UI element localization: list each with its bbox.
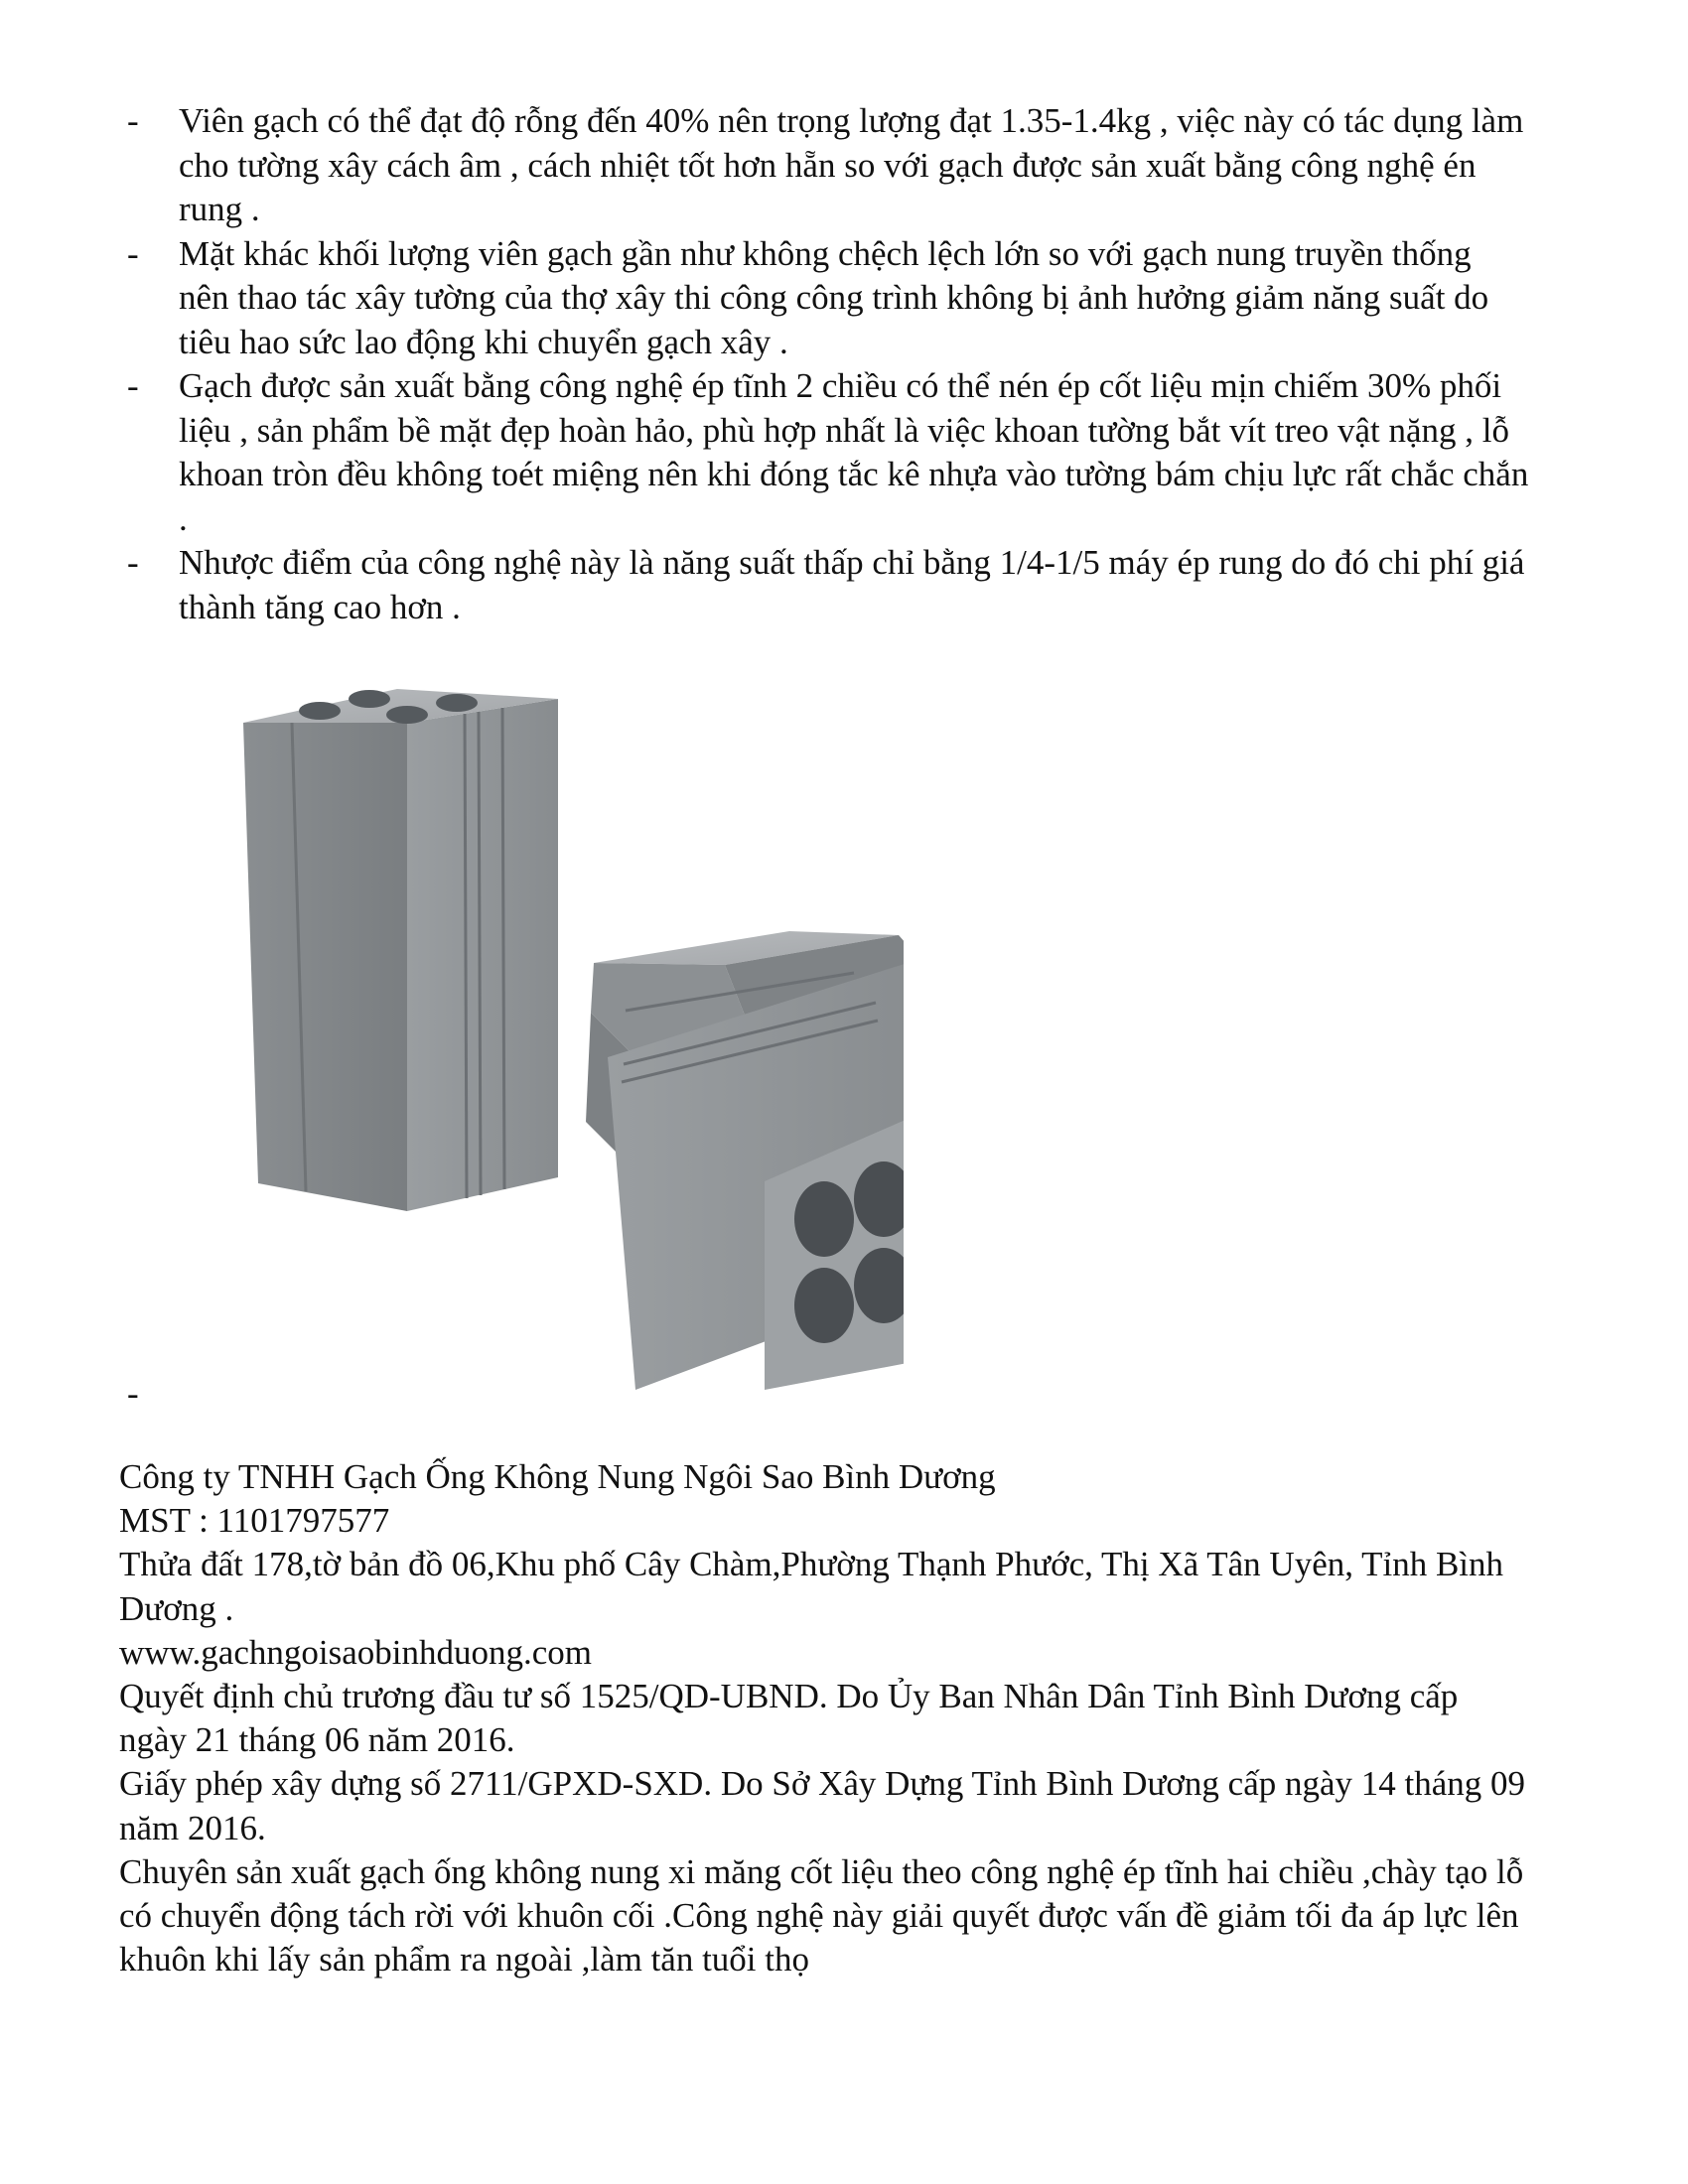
standing-brick bbox=[243, 689, 558, 1211]
feature-list bbox=[119, 99, 1529, 629]
bullet-dash: - bbox=[127, 233, 139, 273]
bullet-text: Gạch được sản xuất bằng công nghệ ép tĩnh 2 chiều có thể nén ép cốt liệu mịn chiếm 30% phối liệu , sản phẩm bề mặt đẹp hoàn hảo, phù hợp nhất là việc khoan tường bắt vít treo vật nặng , lỗ khoan tròn đều không toét miệng nên khi đóng tắc kê nhựa vào tường bám chịu lực rất chắc chắn . bbox=[179, 366, 1529, 538]
investment-decision: Quyết định chủ trương đầu tư số 1525/QD-UBND. Do Ủy Ban Nhân Dân Tỉnh Bình Dương cấp ngày 21 tháng 06 năm 2016. bbox=[119, 1677, 1459, 1760]
list-item bbox=[119, 99, 1529, 232]
company-address: Thửa đất 178,tờ bản đồ 06,Khu phố Cây Chàm,Phường Thạnh Phước, Thị Xã Tân Uyên, Tỉnh Bình Dương . bbox=[119, 1545, 1504, 1628]
list-item bbox=[119, 364, 1529, 541]
bullet-dash: - bbox=[127, 366, 139, 405]
website-link[interactable]: www.gachngoisaobinhduong.com bbox=[119, 1632, 592, 1672]
bullet-text: Mặt khác khối lượng viên gạch gần như không chệch lệch lớn so với gạch nung truyền thống nên thao tác xây tường của thợ xây thi công công trình không bị ảnh hưởng giảm năng suất do tiêu hao sức lao động khi chuyển gạch xây . bbox=[179, 233, 1489, 361]
bullet-text: Viên gạch có thể đạt độ rỗng đến 40% nên trọng lượng đạt 1.35-1.4kg , việc này có tác dụng làm cho tường xây cách âm , cách nhiệt tốt hơn hẵn so với gạch được sản xuất bằng công nghệ én rung . bbox=[179, 101, 1524, 228]
tax-id: MST : 1101797577 bbox=[119, 1501, 390, 1541]
trailing-dash: - bbox=[127, 1374, 139, 1413]
building-permit: Giấy phép xây dựng số 2711/GPXD-SXD. Do Sở Xây Dựng Tỉnh Bình Dương cấp ngày 14 tháng 09 năm 2016. bbox=[119, 1764, 1526, 1847]
company-description: Chuyên sản xuất gạch ống không nung xi măng cốt liệu theo công nghệ ép tĩnh hai chiều ,chày tạo lỗ có chuyển động tách rời với khuôn cối .Công nghệ này giải quyết được vấn đề giảm tối đa áp lực lên khuôn khi lấy sản phẩm ra ngoài ,làm tăn tuổi thọ bbox=[119, 1851, 1524, 1979]
list-item bbox=[119, 541, 1529, 629]
lying-brick bbox=[586, 931, 904, 1390]
bullet-dash: - bbox=[127, 543, 139, 582]
bullet-dash: - bbox=[127, 101, 139, 140]
company-info bbox=[119, 1455, 1529, 1981]
company-name: Công ty TNHH Gạch Ống Không Nung Ngôi Sao Bình Dương bbox=[119, 1457, 996, 1496]
list-item bbox=[119, 232, 1529, 365]
brick-photo bbox=[209, 675, 904, 1390]
bullet-text: Nhược điểm của công nghệ này là năng suất thấp chỉ bằng 1/4-1/5 máy ép rung do đó chi phí giá thành tăng cao hơn . bbox=[179, 543, 1525, 626]
